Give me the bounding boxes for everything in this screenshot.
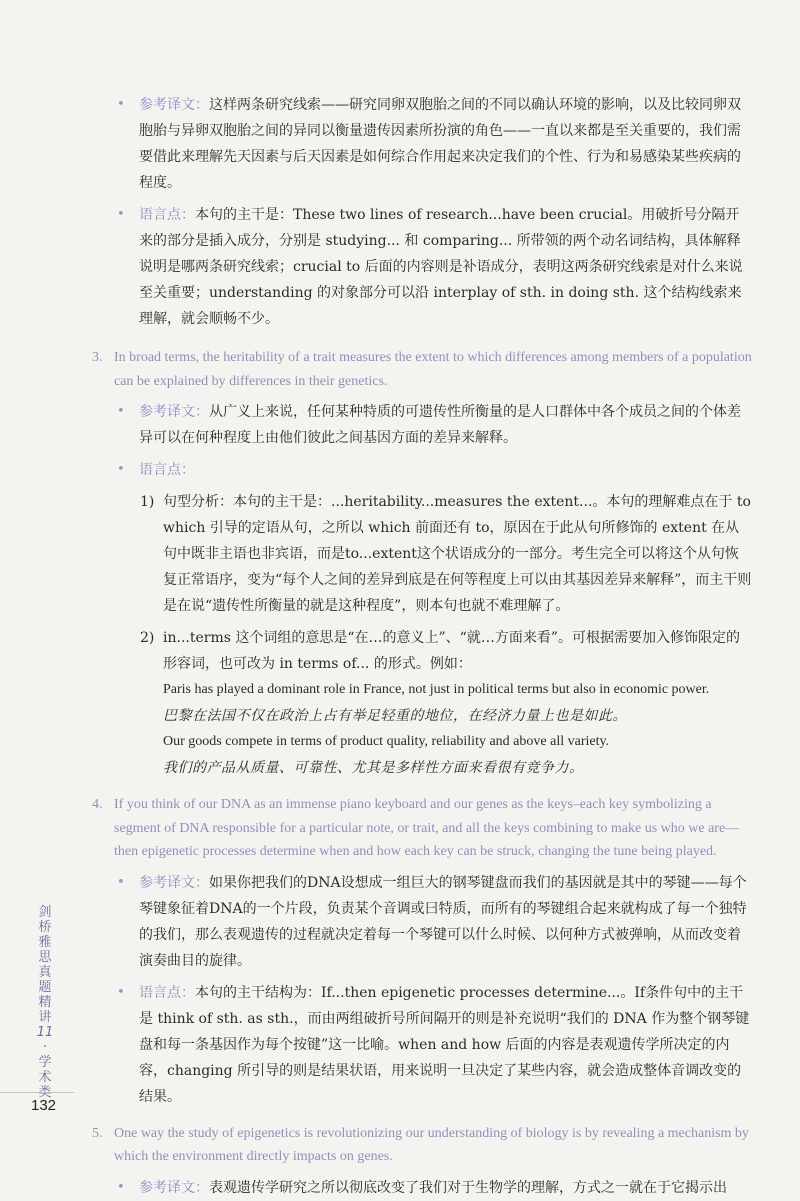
language-point-label: 语言点： [139, 462, 195, 478]
language-point-item [92, 202, 752, 332]
translation-label: 参考译文： [139, 97, 209, 113]
translation-label: 参考译文： [139, 1179, 209, 1196]
sidebar-char: 11 [36, 1025, 54, 1040]
question-text: In broad terms, the heritability of a trait measures the extent to which differences among members of a population can be explained by differences in their genetics. [114, 350, 752, 389]
sidebar-char: 题 [38, 980, 52, 995]
example-chinese: 巴黎在法国不仅在政治上占有举足轻重的地位，在经济力量上也是如此。 [163, 708, 627, 724]
translation-text: 如果你把我们的DNA设想成一组巨大的钢琴键盘而我们的基因就是其中的琴键——每个琴键象征着DNA的一个片段，负责某个音调或曰特质，而所有的琴键组合起来就构成了每一个独特的我们，那么表观遗传的过程就决定着每一个琴键可以什么时候、以何种方式被弹响，从而改变着演奏曲目的旋律。 [139, 874, 747, 969]
sidebar-char: 精 [38, 995, 52, 1010]
point-text: 句型分析：本句的主干是：...heritability...measures the extent...。本句的理解难点在于 to which 引导的定语从句，之所以 which 前面还有 to，原因在于此从句所修饰的 extent 在从句中既非主语也非宾语，而是to...extent这个状语成分的一部分。考生完全可以将这个从句恢复正常语序，变为“每个人之间的差异到底是在何等程度上可以由其基因差异来解释”，而主干则是在说“遗传性所衡量的就是这种程度”，则本句也就不难理解了。 [163, 494, 752, 614]
translation-text: 这样两条研究线索——研究同卵双胞胎之间的不同以确认环境的影响，以及比较同卵双胞胎与异卵双胞胎之间的异同以衡量遗传因素所扮演的角色——一直以来都是至关重要的，我们需要借此来理解先天因素与后天因素是如何综合作用起来决定我们的个性、行为和易感染某些疾病的程度。 [139, 97, 741, 191]
language-point-item [92, 457, 752, 483]
translation-item [92, 1175, 752, 1201]
question-3 [92, 346, 752, 393]
question-number: 4. [92, 797, 103, 812]
question-text: If you think of our DNA as an immense piano keyboard and our genes as the keys–each key symbolizing a segment of DNA responsible for a particular note, or trait, and all the keys combining to make us who we are—then epigenetic processes determine when and how each key can be struck, changing the tune being played. [114, 797, 740, 859]
main-content [92, 92, 752, 1201]
translation-label: 参考译文： [139, 874, 209, 891]
sidebar-char: · [42, 1040, 48, 1055]
point-number: 2) [140, 630, 155, 646]
question-text: One way the study of epigenetics is revolutionizing our understanding of biology is by revealing a mechanism by which the environment directly impacts on genes. [114, 1125, 749, 1164]
translation-text: 从广义上来说，任何某种特质的可遗传性所衡量的是人口群体中各个成员之间的个体差异可以在何种程度上由他们彼此之间基因方面的差异来解释。 [139, 404, 741, 446]
translation-item [92, 92, 752, 196]
bullet-icon: • [117, 984, 125, 1000]
sidebar-char: 桥 [38, 920, 52, 935]
translation-label: 参考译文： [139, 404, 209, 420]
example-chinese: 我们的产品从质量、可靠性、尤其是多样性方面来看很有竞争力。 [163, 760, 584, 776]
bullet-icon: • [117, 1179, 125, 1195]
language-point-label: 语言点： [139, 207, 195, 223]
question-number: 3. [92, 350, 103, 365]
sidebar-char: 思 [38, 950, 52, 965]
point-number: 1) [140, 494, 155, 510]
language-point-label: 语言点： [139, 984, 195, 1001]
bullet-icon: • [117, 404, 125, 419]
bullet-icon: • [117, 207, 125, 222]
bullet-icon: • [117, 874, 125, 890]
page-number-rule [0, 1092, 74, 1093]
question-5 [92, 1122, 752, 1169]
sidebar-char: 讲 [38, 1010, 52, 1025]
translation-item [92, 870, 752, 974]
question-number: 5. [92, 1125, 103, 1141]
point-2 [92, 625, 752, 781]
example-english: Our goods compete in terms of product quality, reliability and above all variety. [163, 734, 610, 749]
sidebar-char: 剑 [38, 905, 52, 920]
book-title-sidebar [36, 905, 54, 1100]
translation-item [92, 399, 752, 451]
sidebar-char: 术 [38, 1070, 52, 1085]
language-point-text: 本句的主干结构为：If...then epigenetic processes determine...。If条件句中的主干是 think of sth. as sth.，而由两组破折号所间隔开的则是补充说明“我们的 DNA 作为整个钢琴键盘和每一条基因作为每个按键”这一比喻。when and how 后面的内容是表观遗传学所决定的内容，changing 所引导的则是结果状语，用来说明一旦决定了某些内容，就会造成整体音调改变的结果。 [139, 984, 750, 1105]
question-4 [92, 793, 752, 864]
point-1 [92, 489, 752, 619]
language-point-item [92, 980, 752, 1110]
language-point-text: 本句的主干是：These two lines of research...have been crucial。用破折号分隔开来的部分是插入成分，分别是 studying... 和 comparing... 所带领的两个动名词结构，具体解释说明是哪两条研究线索；crucial to 后面的内容则是补语成分，表明这两条研究线索是对什么来说至关重要；understanding 的对象部分可以沿 interplay of sth. in doing sth. 这个结构线索来理解，就会顺畅不少。 [139, 207, 743, 327]
bullet-icon: • [117, 97, 125, 112]
page-number: 132 [31, 1097, 57, 1114]
bullet-icon: • [117, 462, 125, 477]
translation-text: 表观遗传学研究之所以彻底改变了我们对于生物学的理解，方式之一就在于它揭示出 [209, 1179, 727, 1196]
example-english: Paris has played a dominant role in France, not just in political terms but also in economic power. [163, 682, 710, 697]
sidebar-char: 真 [38, 965, 52, 980]
point-text: in...terms 这个词组的意思是“在…的意义上”、“就…方面来看”。可根据需要加入修饰限定的形容词，也可改为 in terms of... 的形式。例如： [163, 630, 740, 672]
sidebar-char: 雅 [38, 935, 52, 950]
sidebar-char: 类 [38, 1085, 52, 1100]
sidebar-char: 学 [38, 1055, 52, 1070]
